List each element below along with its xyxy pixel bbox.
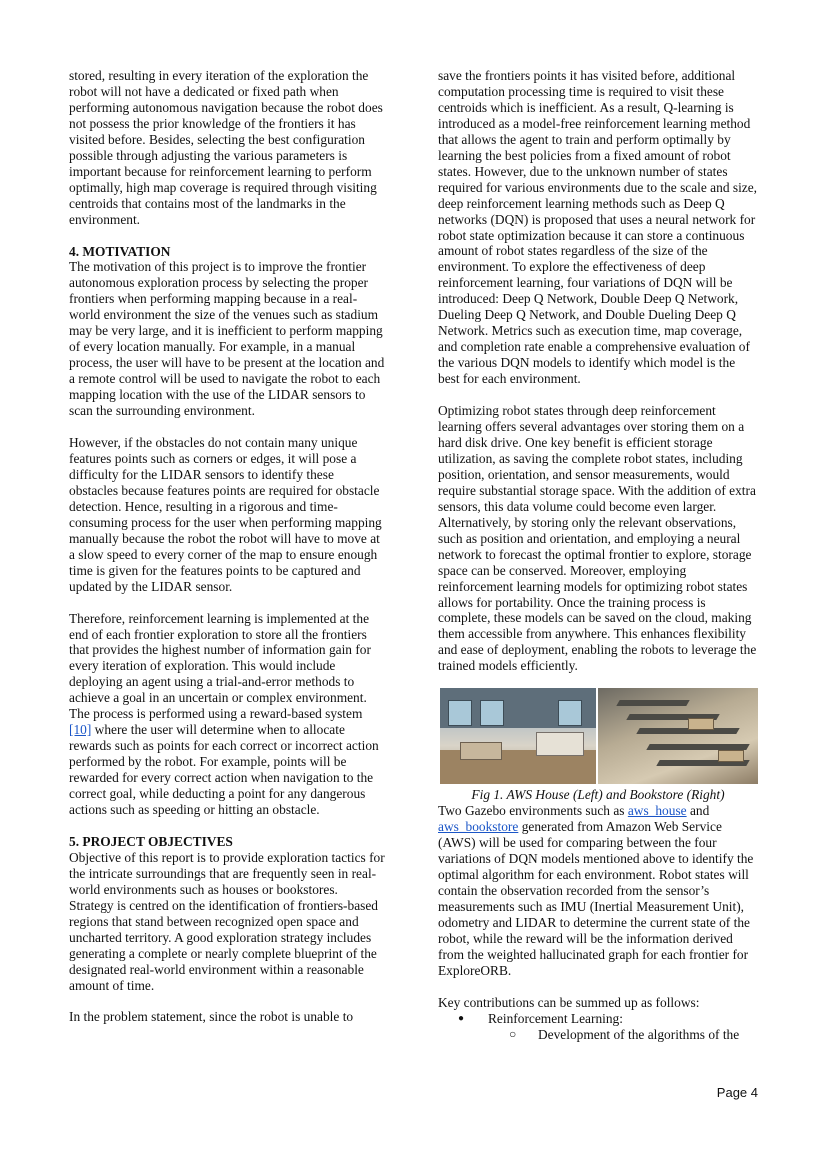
- list-item: ● Reinforcement Learning:: [438, 1011, 758, 1027]
- paragraph: Objective of this report is to provide exploration tactics for the intricate surroundings that are frequently seen in real-world environments such as houses or bookstores. Strategy is centred on the identification of frontiers-based regions that stand between recognized open space and uncharted territory. A good exploration strategy includes generating a complete or nearly complete blueprint of the designated real-world environment within a reasonable amount of time.: [69, 849, 385, 993]
- paragraph: Optimizing robot states through deep reinforcement learning offers several advantages over storing them on a hard disk drive. One key benefit is efficient storage utilization, as saving the complete robot states, including position, orientation, and sensor measurements, would require substantial storage space. With the addition of extra sensors, this data volume could become even larger. Alternatively, by storing only the relevant observations, such as position and orientation, and employing a neural network to forecast the optimal frontier to explore, storage space can be conserved. Moreover, employing reinforcement learning models for optimizing robot states allows for portability. Once the training process is complete, these models can be saved on the cloud, making them accessible from anywhere. This enhances flexibility and ease of deployment, enabling the robots to leverage the trained models efficiently.: [438, 403, 757, 674]
- text-span: where the user will determine when to allocate rewards such as points for each correct or incorrect action performed by the robot. For example, points will be rewarded for every correct action when navigation to the correct goal, while deducting a point for any dangerous actions such as speeding or hitting an obstacle.: [69, 722, 379, 817]
- citation-link[interactable]: [10]: [69, 722, 92, 738]
- left-column: [69, 68, 385, 1025]
- page-number: Page 4: [716, 1085, 758, 1100]
- figure-caption: Fig 1. AWS House (Left) and Bookstore (Right): [471, 787, 725, 803]
- paragraph: [438, 803, 758, 978]
- text-span: Therefore, reinforcement learning is implemented at the end of each frontier exploration to store all the frontiers that provides the highest number of information gain for every iteration of exploration. This would include deploying an agent using a trial-and-error methods to achieve a goal in an uncertain or complex environment. The process is performed using a reward-based system: [69, 610, 371, 722]
- section-heading-project-objectives: 5. PROJECT OBJECTIVES: [69, 833, 233, 849]
- paragraph: stored, resulting in every iteration of the exploration the robot will not have a dedicated or fixed path when performing autonomous navigation because the robot does not possess the prior knowledge of the frontiers it has visited before. Besides, selecting the best configuration possible through adjusting the various parameters is important because for reinforcement learning to perform optimally, high map coverage is required through visiting centroids that contains most of the landmarks in the environment.: [69, 68, 383, 227]
- paragraph: save the frontiers points it has visited before, additional computation processing time is required to visit these centroids which is inefficient. As a result, Q-learning is introduced as a model-free reinforcement learning method that allows the agent to train and perform optimally by learning the best policies from a fixed amount of robot states. However, due to the unknown number of states required for various environments due to the scale and size, deep reinforcement learning methods such as Deep Q networks (DQN) is proposed that uses a neural network for robot state optimization because it can store a continuous amount of robot states regardless of the size of the environment. To explore the effectiveness of deep reinforcement learning, four variations of DQN will be introduced: Deep Q Network, Double Deep Q Network, Dueling Deep Q Network, and Double Dueling Deep Q Network. Metrics such as execution time, map coverage, and completion rate enable a comprehensive evaluation of the various DQN models to identify which model is the best for each environment.: [438, 68, 758, 387]
- aws-house-image: [440, 688, 596, 784]
- right-column: [438, 68, 758, 1043]
- paragraph: Key contributions can be summed up as follows:: [438, 994, 700, 1010]
- figure-aws-environments: [440, 688, 758, 784]
- aws-house-link[interactable]: aws_house: [627, 803, 687, 819]
- section-heading-motivation: 4. MOTIVATION: [69, 243, 171, 259]
- contribution-list: [438, 1011, 758, 1043]
- aws-bookstore-image: [598, 688, 758, 784]
- paragraph: [69, 611, 385, 818]
- paragraph: The motivation of this project is to improve the frontier autonomous exploration process by selecting the proper frontiers when performing mapping because in a real-world environment the size of the venues such as stadium may be very large, and it is inefficient to perform mapping of every location manually. For example, in a manual process, the user will have to be present at the location and a remote control will be used to navigate the robot to each mapping location with the use of the LIDAR sensors to scan the surrounding environment.: [69, 259, 385, 419]
- list-item: ○ Development of the algorithms of the: [438, 1027, 758, 1043]
- paragraph: However, if the obstacles do not contain many unique features points such as corners or edges, it will pose a difficulty for the LIDAR sensors to identify these obstacles because features points are required for obstacle detection. Hence, resulting in a rigorous and time-consuming process for the user when performing mapping manually because the robot the robot will have to move at a slow speed to every corner of the map to ensure enough time is given for the features points to be captured and updated by the LIDAR sensor.: [69, 435, 382, 594]
- text-span: and: [686, 803, 710, 819]
- aws-bookstore-link[interactable]: aws_bookstore: [438, 819, 519, 835]
- text-span: Two Gazebo environments such as: [438, 803, 628, 819]
- text-span: generated from Amazon Web Service (AWS) will be used for comparing between the four variations of DQN models mentioned above to identify the optimal algorithm for each environment. Robot states will contain the observation recorded from the sensor’s measurements such as IMU (Inertial Measurement Unit), odometry and LIDAR to determine the current state of the robot, while the reward will be the information derived from the weighted hallucinated graph for each frontier for ExploreORB.: [438, 819, 754, 978]
- paragraph: In the problem statement, since the robot is unable to: [69, 1009, 354, 1025]
